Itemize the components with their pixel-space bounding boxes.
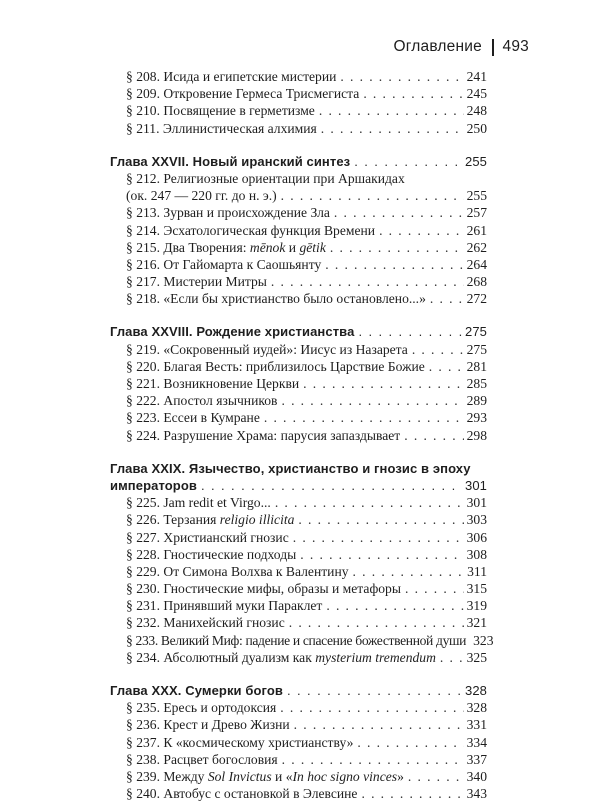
toc-page-number: 328 — [466, 700, 487, 716]
toc-entry-238: § 238. Расцвет богословия . . . 337 — [110, 751, 487, 768]
toc-chapter-29-cont: императоров . . . 301 — [110, 477, 487, 494]
toc-entry-226: § 226. Терзания religio illicita . . . 303 — [110, 511, 487, 528]
toc-entry-217: § 217. Мистерии Митры . . . 268 — [110, 273, 487, 290]
toc-chapter-30: Глава XXX. Сумерки богов . . . 328 — [110, 682, 487, 699]
toc-page-number: 255 — [465, 153, 487, 169]
toc-entry-214: § 214. Эсхатологическая функция Времени . . . 261 — [110, 222, 487, 239]
toc-page-number: 303 — [466, 512, 487, 528]
toc-page-number: 343 — [466, 786, 487, 802]
toc-entry-223: § 223. Ессеи в Кумране . . . 293 — [110, 409, 487, 426]
toc-page-number: 268 — [466, 274, 487, 290]
toc-page-number: 319 — [466, 598, 487, 614]
toc-page-number: 241 — [466, 69, 487, 84]
toc-page-number: 275 — [466, 341, 487, 357]
toc-page-number: 272 — [466, 291, 487, 307]
toc-page-number: 301 — [466, 495, 487, 511]
toc-page-number: 315 — [466, 581, 487, 597]
toc-chapter-27: Глава XXVII. Новый иранский синтез . . . 255 — [110, 153, 487, 170]
toc-page-number: 308 — [466, 546, 487, 562]
toc-entry-235: § 235. Ересь и ортодоксия . . . 328 — [110, 699, 487, 716]
toc-entry-222: § 222. Апостол язычников . . . 289 — [110, 392, 487, 409]
toc-entry-233: § 233. Великий Миф: падение и спасение божественной души 323 — [126, 632, 494, 648]
toc-page-number: 261 — [466, 222, 487, 238]
toc-entry-220: § 220. Благая Весть: приблизилось Царствие Божие . . . 281 — [110, 358, 487, 375]
running-header-page-number: 493 — [502, 38, 529, 55]
toc-entry-239: § 239. Между Sol Invictus и «In hoc signo vinces» . . . 340 — [110, 768, 487, 785]
toc-entry-237: § 237. К «космическому христианству» . . . 334 — [110, 734, 487, 751]
toc-entry-231: § 231. Принявший муки Параклет . . . 319 — [110, 597, 487, 614]
toc-page-number: 285 — [466, 376, 487, 391]
toc-entry-213: § 213. Зурван и происхождение Зла . . . 257 — [110, 204, 487, 221]
toc-entry-209: § 209. Откровение Гермеса Трисмегиста . . . 245 — [110, 85, 487, 102]
header-divider — [492, 39, 494, 56]
toc-page-number: 298 — [466, 427, 487, 443]
toc-page-number: 323 — [473, 632, 494, 648]
toc-chapter-29: Глава XXIX. Язычество, христианство и гнозис в эпоху — [110, 460, 471, 476]
toc-entry-212: § 212. Религиозные ориентации при Аршакидах — [126, 170, 405, 186]
toc-entry-234: § 234. Абсолютный дуализм как mysterium tremendum . . . 325 — [110, 649, 487, 666]
toc-page-number: 293 — [466, 410, 487, 426]
toc-page-number: 289 — [466, 393, 487, 409]
toc-page-number: 340 — [466, 768, 487, 784]
toc-entry-215: § 215. Два Творения: mēnok и gētik . . . 262 — [110, 239, 487, 256]
toc-page-number: 281 — [466, 358, 487, 374]
toc-entry-212-cont: (ок. 247 — 220 гг. до н. э.) . . . 255 — [110, 187, 487, 204]
toc-page-number: 250 — [466, 120, 487, 136]
toc-page-number: 325 — [466, 649, 487, 665]
toc-entry-219: § 219. «Сокровенный иудей»: Иисус из Назарета . . . 275 — [110, 341, 487, 358]
toc-page-number: 311 — [467, 563, 487, 579]
toc-entry-216: § 216. От Гайомарта к Саошьянту . . . 264 — [110, 256, 487, 273]
toc-entry-211: § 211. Эллинистическая алхимия . . . 250 — [110, 120, 487, 137]
toc-page-number: 255 — [466, 188, 487, 204]
toc-page-number: 262 — [466, 239, 487, 255]
running-header-title: Оглавление — [393, 38, 482, 55]
toc-entry-225: § 225. Jam redit et Virgo... . . . 301 — [110, 494, 487, 511]
toc-entry-218: § 218. «Если бы христианство было остановлено...» . . . 272 — [110, 290, 487, 307]
toc-page-number: 306 — [466, 529, 487, 545]
table-of-contents — [110, 68, 494, 802]
toc-page-number: 301 — [465, 477, 487, 493]
toc-page-number: 328 — [465, 683, 487, 698]
toc-page-number: 337 — [466, 751, 487, 767]
toc-entry-229: § 229. От Симона Волхва к Валентину . . . 311 — [110, 563, 487, 580]
toc-entry-221: § 221. Возникновение Церкви . . . 285 — [110, 375, 487, 392]
toc-entry-228: § 228. Гностические подходы . . . 308 — [110, 546, 487, 563]
toc-page-number: 334 — [466, 734, 487, 750]
toc-entry-240: § 240. Автобус с остановкой в Элевсине . . . 343 — [110, 785, 487, 802]
toc-entry-210: § 210. Посвящение в герметизме . . . 248 — [110, 102, 487, 119]
running-header — [394, 38, 529, 56]
toc-entry-230: § 230. Гностические мифы, образы и метафоры . . . 315 — [110, 580, 487, 597]
toc-page-number: 257 — [466, 205, 487, 221]
toc-chapter-28: Глава XXVIII. Рождение христианства . . . 275 — [110, 323, 487, 340]
toc-entry-208: § 208. Исида и египетские мистерии . . . 241 — [110, 68, 487, 85]
toc-page-number: 248 — [466, 103, 487, 119]
toc-entry-227: § 227. Христианский гнозис . . . 306 — [110, 529, 487, 546]
toc-page-number: 245 — [466, 86, 487, 102]
toc-page-number: 275 — [465, 324, 487, 340]
toc-entry-232: § 232. Манихейский гнозис . . . 321 — [110, 614, 487, 631]
toc-page-number: 321 — [466, 615, 487, 631]
toc-entry-236: § 236. Крест и Древо Жизни . . . 331 — [110, 716, 487, 733]
toc-page-number: 331 — [466, 717, 487, 733]
toc-page-number: 264 — [466, 256, 487, 272]
toc-entry-224: § 224. Разрушение Храма: парусия запаздывает . . . 298 — [110, 427, 487, 444]
